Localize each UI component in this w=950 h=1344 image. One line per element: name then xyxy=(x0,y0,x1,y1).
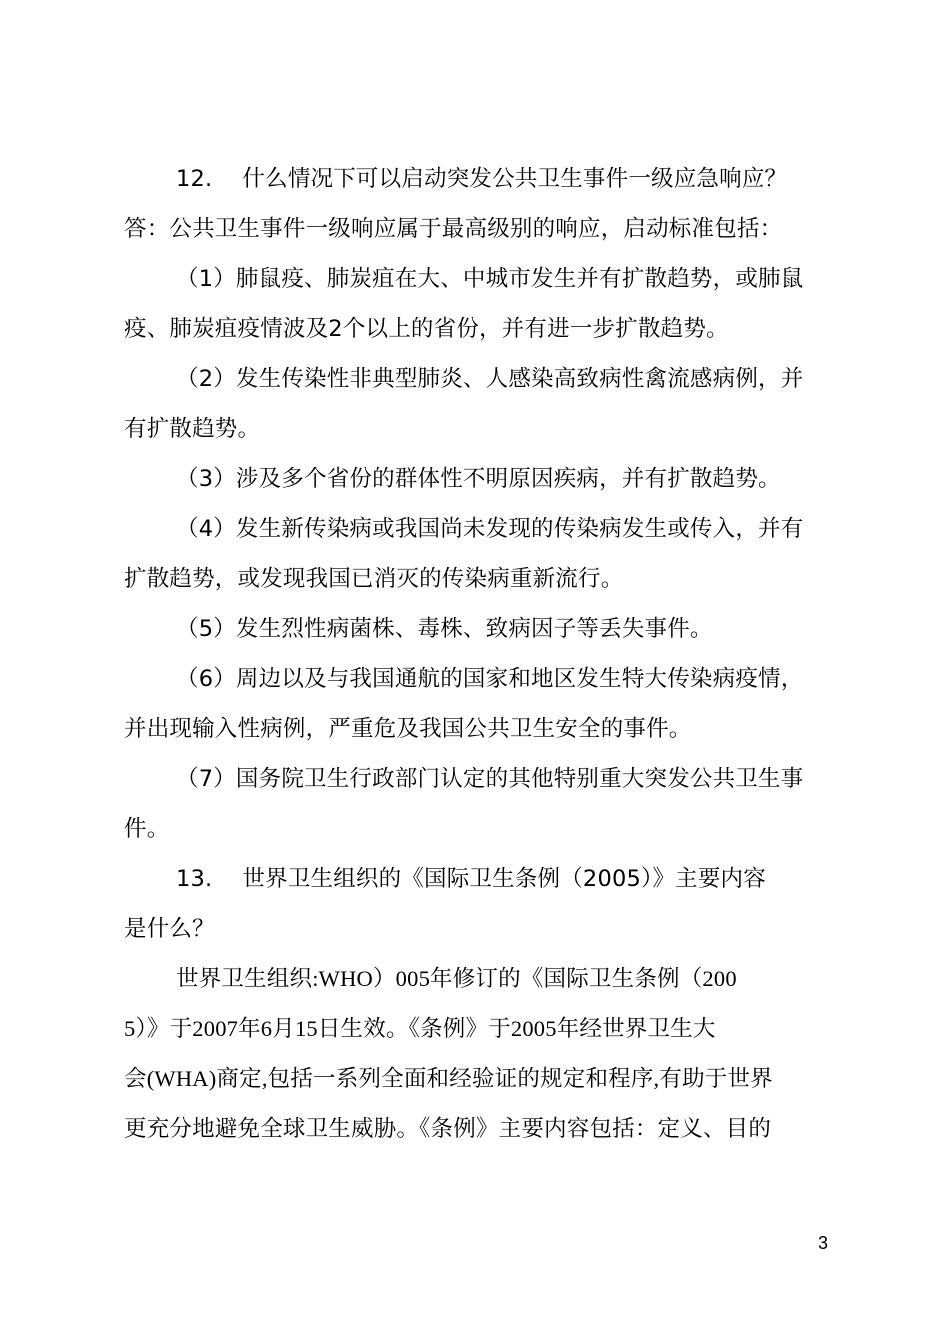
answer-12-item-6-line-1: （6）周边以及与我国通航的国家和地区发生特大传染病疫情， xyxy=(176,666,804,692)
answer-12-item-7-line-1: （7）国务院卫生行政部门认定的其他特别重大突发公共卫生事 xyxy=(176,766,804,792)
answer-13-line-3: 会(WHA)商定,包括一系列全面和经验证的规定和程序,有助于世界 xyxy=(124,1066,773,1091)
answer-12-item-2-line-1: （2）发生传染性非典型肺炎、人感染高致病性禽流感病例，并 xyxy=(176,366,804,392)
answer-13-line-2: 5）》于2007年6月15日生效。《条例》于2005年经世界卫生大 xyxy=(124,1016,716,1041)
question-13-heading-line-1: 13. 世界卫生组织的《国际卫生条例（2005）》主要内容 xyxy=(176,866,766,892)
answer-12-item-1-line-1: （1）肺鼠疫、肺炭疽在大、中城市发生并有扩散趋势，或肺鼠 xyxy=(176,266,804,292)
answer-13-line-4: 更充分地避免全球卫生威胁。《条例》主要内容包括：定义、目的 xyxy=(124,1116,772,1142)
answer-12-item-5: （5）发生烈性病菌株、毒株、致病因子等丢失事件。 xyxy=(176,616,713,642)
answer-12-item-1-line-2: 疫、肺炭疽疫情波及2个以上的省份，并有进一步扩散趋势。 xyxy=(124,316,729,342)
question-13-heading-line-2: 是什么？ xyxy=(124,916,215,942)
answer-12-item-4-line-2: 扩散趋势，或发现我国已消灭的传染病重新流行。 xyxy=(124,566,624,592)
answer-12-item-3: （3）涉及多个省份的群体性不明原因疾病，并有扩散趋势。 xyxy=(176,466,781,492)
answer-12-item-7-line-2: 件。 xyxy=(124,816,170,842)
answer-12-item-4-line-1: （4）发生新传染病或我国尚未发现的传染病发生或传入，并有 xyxy=(176,516,804,542)
answer-12-item-6-line-2: 并出现输入性病例，严重危及我国公共卫生安全的事件。 xyxy=(124,716,692,742)
answer-12-intro: 答：公共卫生事件一级响应属于最高级别的响应，启动标准包括： xyxy=(124,216,783,242)
question-12-heading: 12. 什么情况下可以启动突发公共卫生事件一级应急响应？ xyxy=(176,166,788,192)
page-number: 3 xyxy=(818,1233,829,1253)
answer-12-item-2-line-2: 有扩散趋势。 xyxy=(124,416,261,442)
answer-13-line-1: 世界卫生组织:WHO）005年修订的《国际卫生条例（200 xyxy=(176,966,737,991)
